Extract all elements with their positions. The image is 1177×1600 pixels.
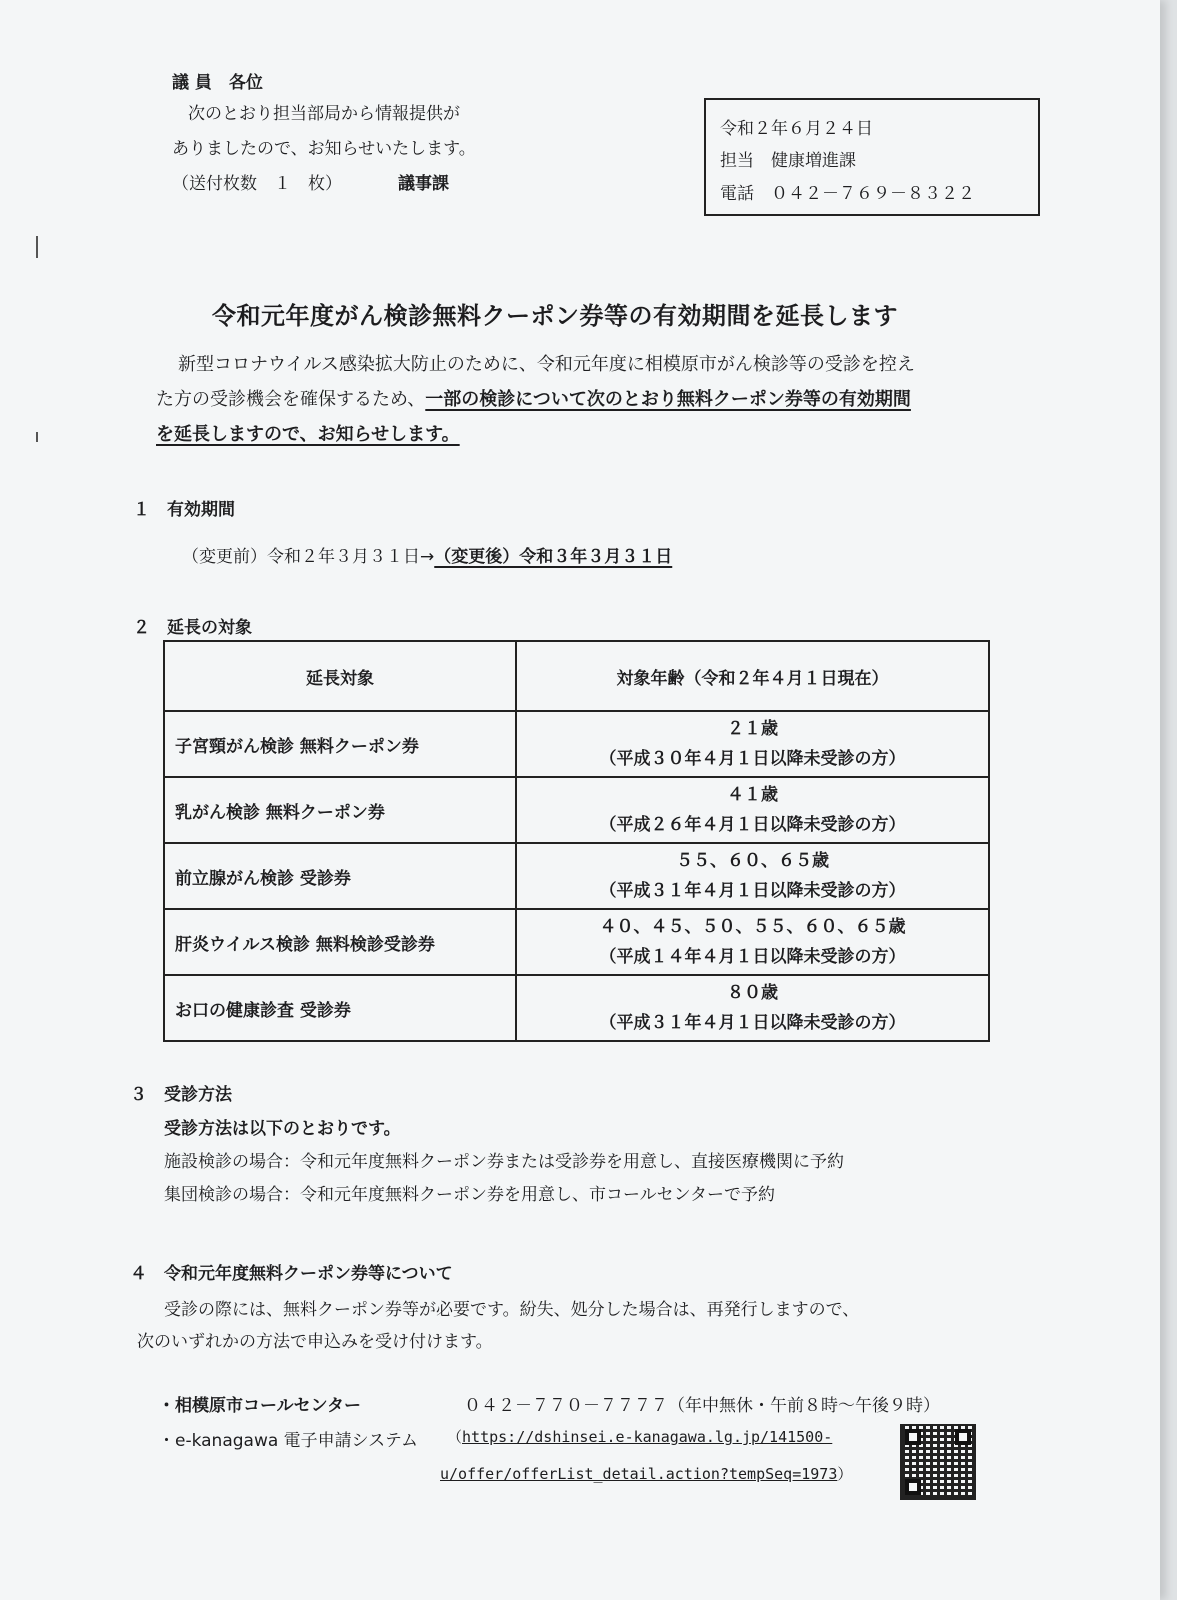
call-center-info: ０４２－７７０－７７７７（年中無休・午前８時～午後９時） bbox=[464, 1396, 940, 1416]
intro-line: 新型コロナウイルス感染拡大防止のために、令和元年度に相模原市がん検診等の受診を控え bbox=[178, 354, 915, 375]
info-box bbox=[704, 98, 1040, 216]
method-group: 集団検診の場合：令和元年度無料クーポン券を用意し、市コールセンターで予約 bbox=[164, 1185, 775, 1205]
notice-line: ありましたので、お知らせいたします。 bbox=[172, 139, 476, 159]
column-header: 延長対象 bbox=[164, 641, 516, 711]
method-facility: 施設検診の場合：令和元年度無料クーポン券または受診券を用意し、直接医療機関に予約 bbox=[164, 1152, 844, 1172]
age-value: ４０、４５、５０、５５、６０、６５歳 bbox=[599, 917, 906, 937]
intro-emphasis: を延長しますので、お知らせします。 bbox=[156, 424, 460, 445]
target-name: 前立腺がん検診 受診券 bbox=[164, 843, 516, 909]
target-name: 子宮頸がん検診 無料クーポン券 bbox=[164, 711, 516, 777]
column-header: 対象年齢（令和２年４月１日現在） bbox=[516, 641, 989, 711]
age-condition: （平成３０年４月１日以降未受診の方） bbox=[599, 749, 906, 769]
issue-date: 令和２年６月２４日 bbox=[720, 119, 873, 139]
section-heading: １ 有効期間 bbox=[133, 500, 235, 520]
page-title: 令和元年度がん検診無料クーポン券等の有効期間を延長します bbox=[212, 302, 898, 330]
call-center-label: ・相模原市コールセンター bbox=[158, 1396, 361, 1416]
recipients: 議 員 各位 bbox=[172, 73, 263, 93]
intro-emphasis: 一部の検診について次のとおり無料クーポン券等の有効期間 bbox=[425, 389, 911, 410]
table-row bbox=[164, 711, 989, 777]
department: 議事課 bbox=[398, 174, 449, 194]
intro-plain: た方の受診機会を確保するため、 bbox=[156, 389, 426, 410]
age-condition: （平成３１年４月１日以降未受診の方） bbox=[599, 1013, 906, 1033]
reissue-text: 次のいずれかの方法で申込みを受け付けます。 bbox=[137, 1332, 493, 1352]
url-bracket: （ bbox=[447, 1428, 463, 1446]
target-age bbox=[516, 909, 989, 975]
intro-line bbox=[156, 385, 911, 411]
table-row bbox=[164, 909, 989, 975]
target-age bbox=[516, 975, 989, 1041]
table-row bbox=[164, 777, 989, 843]
table-header-row bbox=[164, 641, 989, 711]
age-value: ８０歳 bbox=[727, 983, 778, 1003]
age-value: ４１歳 bbox=[727, 785, 778, 805]
application-url-link[interactable]: u/offer/offerList_detail.action?tempSeq=1973 bbox=[440, 1465, 838, 1483]
table-row bbox=[164, 975, 989, 1041]
age-condition: （平成１４年４月１日以降未受診の方） bbox=[599, 947, 906, 967]
table-row bbox=[164, 843, 989, 909]
section-heading: ２ 延長の対象 bbox=[133, 618, 252, 638]
validity-after: （変更後）令和３年３月３１日 bbox=[434, 547, 673, 567]
responsible-section: 担当 健康増進課 bbox=[720, 151, 856, 171]
margin-mark bbox=[36, 236, 38, 258]
age-value: ５５、６０、６５歳 bbox=[676, 851, 829, 871]
url-line bbox=[447, 1426, 832, 1447]
notice-line: 次のとおり担当部局から情報提供が bbox=[188, 104, 460, 124]
target-name: お口の健康診査 受診券 bbox=[164, 975, 516, 1041]
qr-code-icon[interactable] bbox=[900, 1424, 976, 1500]
target-age bbox=[516, 777, 989, 843]
section-heading: ３ 受診方法 bbox=[130, 1085, 232, 1105]
qr-finder bbox=[905, 1429, 921, 1445]
target-age bbox=[516, 711, 989, 777]
validity-change bbox=[182, 542, 672, 567]
age-condition: （平成２６年４月１日以降未受診の方） bbox=[599, 815, 906, 835]
extension-targets-table bbox=[163, 640, 990, 1042]
url-bracket: ） bbox=[837, 1465, 853, 1483]
age-condition: （平成３１年４月１日以降未受診の方） bbox=[599, 881, 906, 901]
target-age bbox=[516, 843, 989, 909]
online-label: ・e-kanagawa 電子申請システム bbox=[158, 1431, 418, 1451]
section-heading: ４ 令和元年度無料クーポン券等について bbox=[130, 1264, 453, 1284]
application-url-link[interactable]: https://dshinsei.e-kanagawa.lg.jp/141500- bbox=[462, 1428, 833, 1446]
reissue-text: 受診の際には、無料クーポン券等が必要です。紛失、処分した場合は、再発行しますので、 bbox=[164, 1300, 860, 1320]
contact-phone: 電話 ０４２－７６９－８３２２ bbox=[720, 184, 975, 204]
margin-mark bbox=[36, 432, 38, 442]
method-lead: 受診方法は以下のとおりです。 bbox=[164, 1119, 401, 1139]
qr-finder bbox=[905, 1479, 921, 1495]
validity-before: （変更前）令和２年３月３１日→ bbox=[182, 547, 435, 567]
target-name: 肝炎ウイルス検診 無料検診受診券 bbox=[164, 909, 516, 975]
qr-finder bbox=[955, 1429, 971, 1445]
url-line bbox=[440, 1463, 852, 1484]
target-name: 乳がん検診 無料クーポン券 bbox=[164, 777, 516, 843]
age-value: ２１歳 bbox=[727, 719, 778, 739]
sheet-count: （送付枚数 １ 枚） bbox=[172, 174, 342, 194]
